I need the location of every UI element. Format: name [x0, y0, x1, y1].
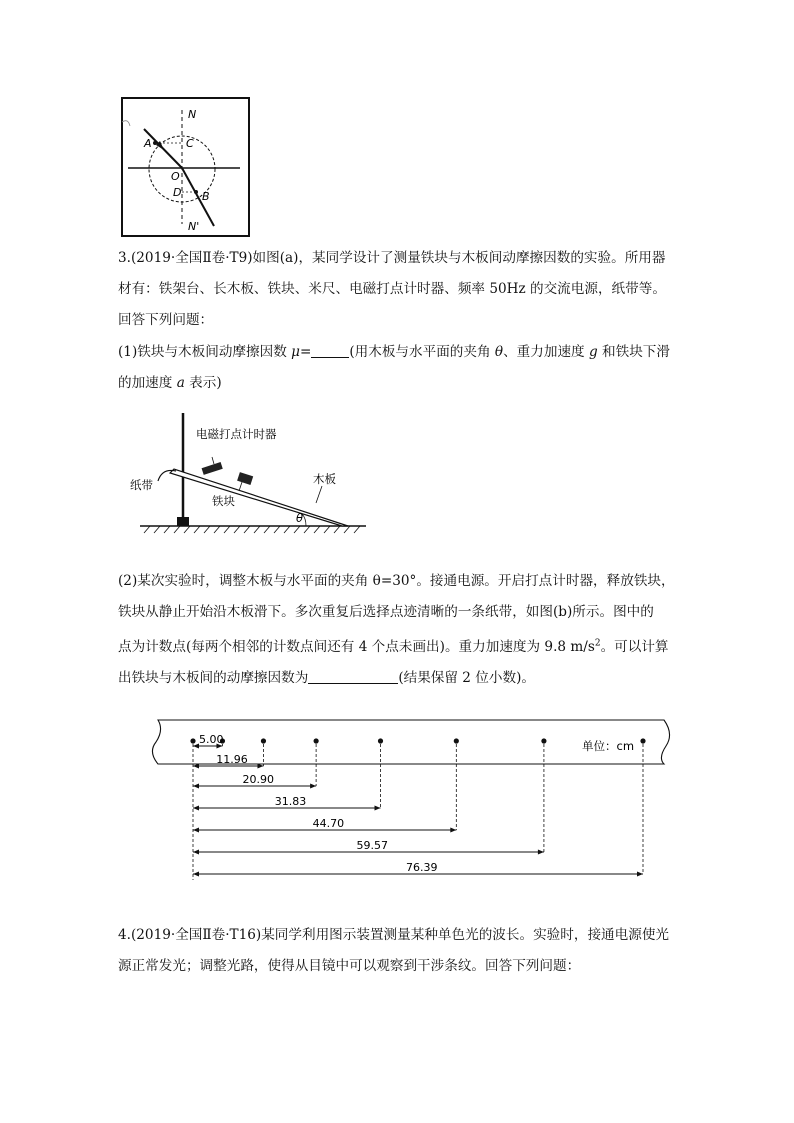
q3-p2-line4-prefix: 出铁块与木板间的动摩擦因数为: [118, 669, 309, 686]
block-label: 铁块: [212, 494, 235, 508]
q3-line-3: 回答下列问题：: [118, 312, 214, 328]
count-point-6: [541, 738, 546, 743]
measure-label-7: 76.39: [406, 861, 438, 874]
q3-p1-prefix: (1)铁块与木板间动摩擦因数: [118, 344, 292, 360]
q3-p1-line2-prefix: 的加速度: [118, 375, 177, 391]
unit-label: 单位：cm: [582, 739, 635, 753]
measure-label-3: 20.90: [242, 773, 275, 786]
q3-p2-line3-suffix: 。可以计算: [600, 638, 669, 655]
q3-p1-line2-suffix: 表示): [184, 375, 222, 391]
tape-label: 纸带: [130, 478, 153, 492]
question-4-intro: [118, 920, 678, 982]
arrow-left-5: [193, 828, 199, 833]
refraction-figure: [118, 96, 252, 240]
arrow-left-4: [193, 806, 199, 811]
paper-tape-figure: [146, 714, 676, 884]
count-point-3: [314, 738, 319, 743]
count-point-0: [190, 738, 195, 743]
label-d: D: [173, 186, 182, 199]
incline-figure: [130, 413, 380, 541]
equals-sign: =: [299, 344, 312, 360]
stand-base: [177, 517, 189, 526]
q3-p1-text: (用木板与水平面的夹角: [349, 344, 495, 360]
timer-device: [202, 462, 223, 475]
tape-measurements: [190, 733, 645, 880]
arrow-right-6: [538, 850, 544, 855]
answer-blank-friction[interactable]: [308, 669, 398, 684]
label-b: B: [202, 190, 210, 203]
arrow-right-5: [450, 828, 456, 833]
iron-block: [237, 472, 253, 485]
q3-p1-mid: 、重力加速度: [503, 344, 589, 360]
mu-symbol: μ: [291, 344, 300, 360]
q3-p2-line-2: 铁块从静止开始沿木板滑下。多次重复后选择点迹清晰的一条纸带，如图(b)所示。图中的: [118, 604, 654, 620]
arrow-left-7: [193, 872, 199, 877]
count-point-4: [378, 738, 383, 743]
arrow-right-7: [637, 872, 643, 877]
measure-label-5: 44.70: [312, 817, 345, 830]
q3-part-1-line-2: [118, 375, 222, 391]
a-symbol: a: [176, 375, 185, 391]
question-3-intro: [118, 243, 678, 336]
timer-leader: [212, 457, 214, 464]
arrow-left-6: [193, 850, 199, 855]
q3-line-2: 材有：铁架台、长木板、铁块、米尺、电磁打点计时器、频率 50Hz 的交流电源，纸带等。: [118, 281, 666, 297]
q3-p2-superscript: 2: [594, 638, 601, 648]
figure-frame: [122, 98, 249, 236]
point-a: [153, 141, 157, 145]
block-leader: [239, 482, 242, 491]
q3-p2-line-3: [118, 639, 669, 655]
label-c: C: [186, 137, 194, 150]
q4-line-1: 4.(2019·全国Ⅱ卷·T16)某同学利用图示装置测量某种单色光的波长。实验时，接通电源使光: [118, 927, 670, 943]
count-point-2: [261, 738, 266, 743]
q4-line-2: 源正常发光；调整光路，使得从目镜中可以观察到干涉条纹。回答下列问题：: [118, 958, 581, 974]
point-b: [194, 190, 198, 194]
count-point-5: [454, 738, 459, 743]
board-leader: [316, 486, 322, 503]
arrow-right-3: [310, 784, 316, 789]
label-n-prime: N': [188, 220, 200, 233]
label-n: N: [188, 108, 197, 121]
board-label: 木板: [313, 472, 336, 486]
question-3-part-2: [118, 566, 678, 694]
q3-p2-line-4: [118, 670, 535, 686]
q3-p2-line-1: (2)某次实验时，调整木板与水平面的夹角 θ=30°。接通电源。开启打点计时器，释放铁块，: [118, 573, 675, 589]
scan-mark: [122, 121, 130, 126]
timer-label: 电磁打点计时器: [196, 427, 277, 441]
theta-symbol: θ: [494, 344, 504, 360]
angle-label: θ: [296, 511, 304, 525]
measure-label-4: 31.83: [274, 795, 307, 808]
arrow-left-3: [193, 784, 199, 789]
arrow-right-4: [375, 806, 381, 811]
q3-p2-line3-text: 点为计数点(每两个相邻的计数点间还有 4 个点未画出)。重力加速度为 9.8 m/s: [118, 638, 595, 655]
measure-label-2: 11.96: [216, 753, 248, 766]
question-3-part-1: [118, 337, 678, 399]
q3-line-1: 3.(2019·全国Ⅱ卷·T9)如图(a)，某同学设计了测量铁块与木板间动摩擦因数的实验。所用器: [118, 250, 666, 266]
answer-blank-mu[interactable]: [311, 343, 349, 358]
q3-p1-end: 和铁块下滑: [597, 344, 670, 360]
measure-label-1: 5.00: [199, 733, 224, 746]
count-point-7: [640, 738, 645, 743]
q3-p2-line4-suffix: (结果保留 2 位小数)。: [398, 669, 535, 686]
label-a: A: [144, 137, 152, 150]
measure-label-6: 59.57: [356, 839, 388, 852]
ground-hatch: [144, 526, 360, 533]
g-symbol: g: [588, 344, 598, 360]
label-o: O: [171, 170, 180, 183]
q3-part-1-line-1: [118, 344, 670, 360]
